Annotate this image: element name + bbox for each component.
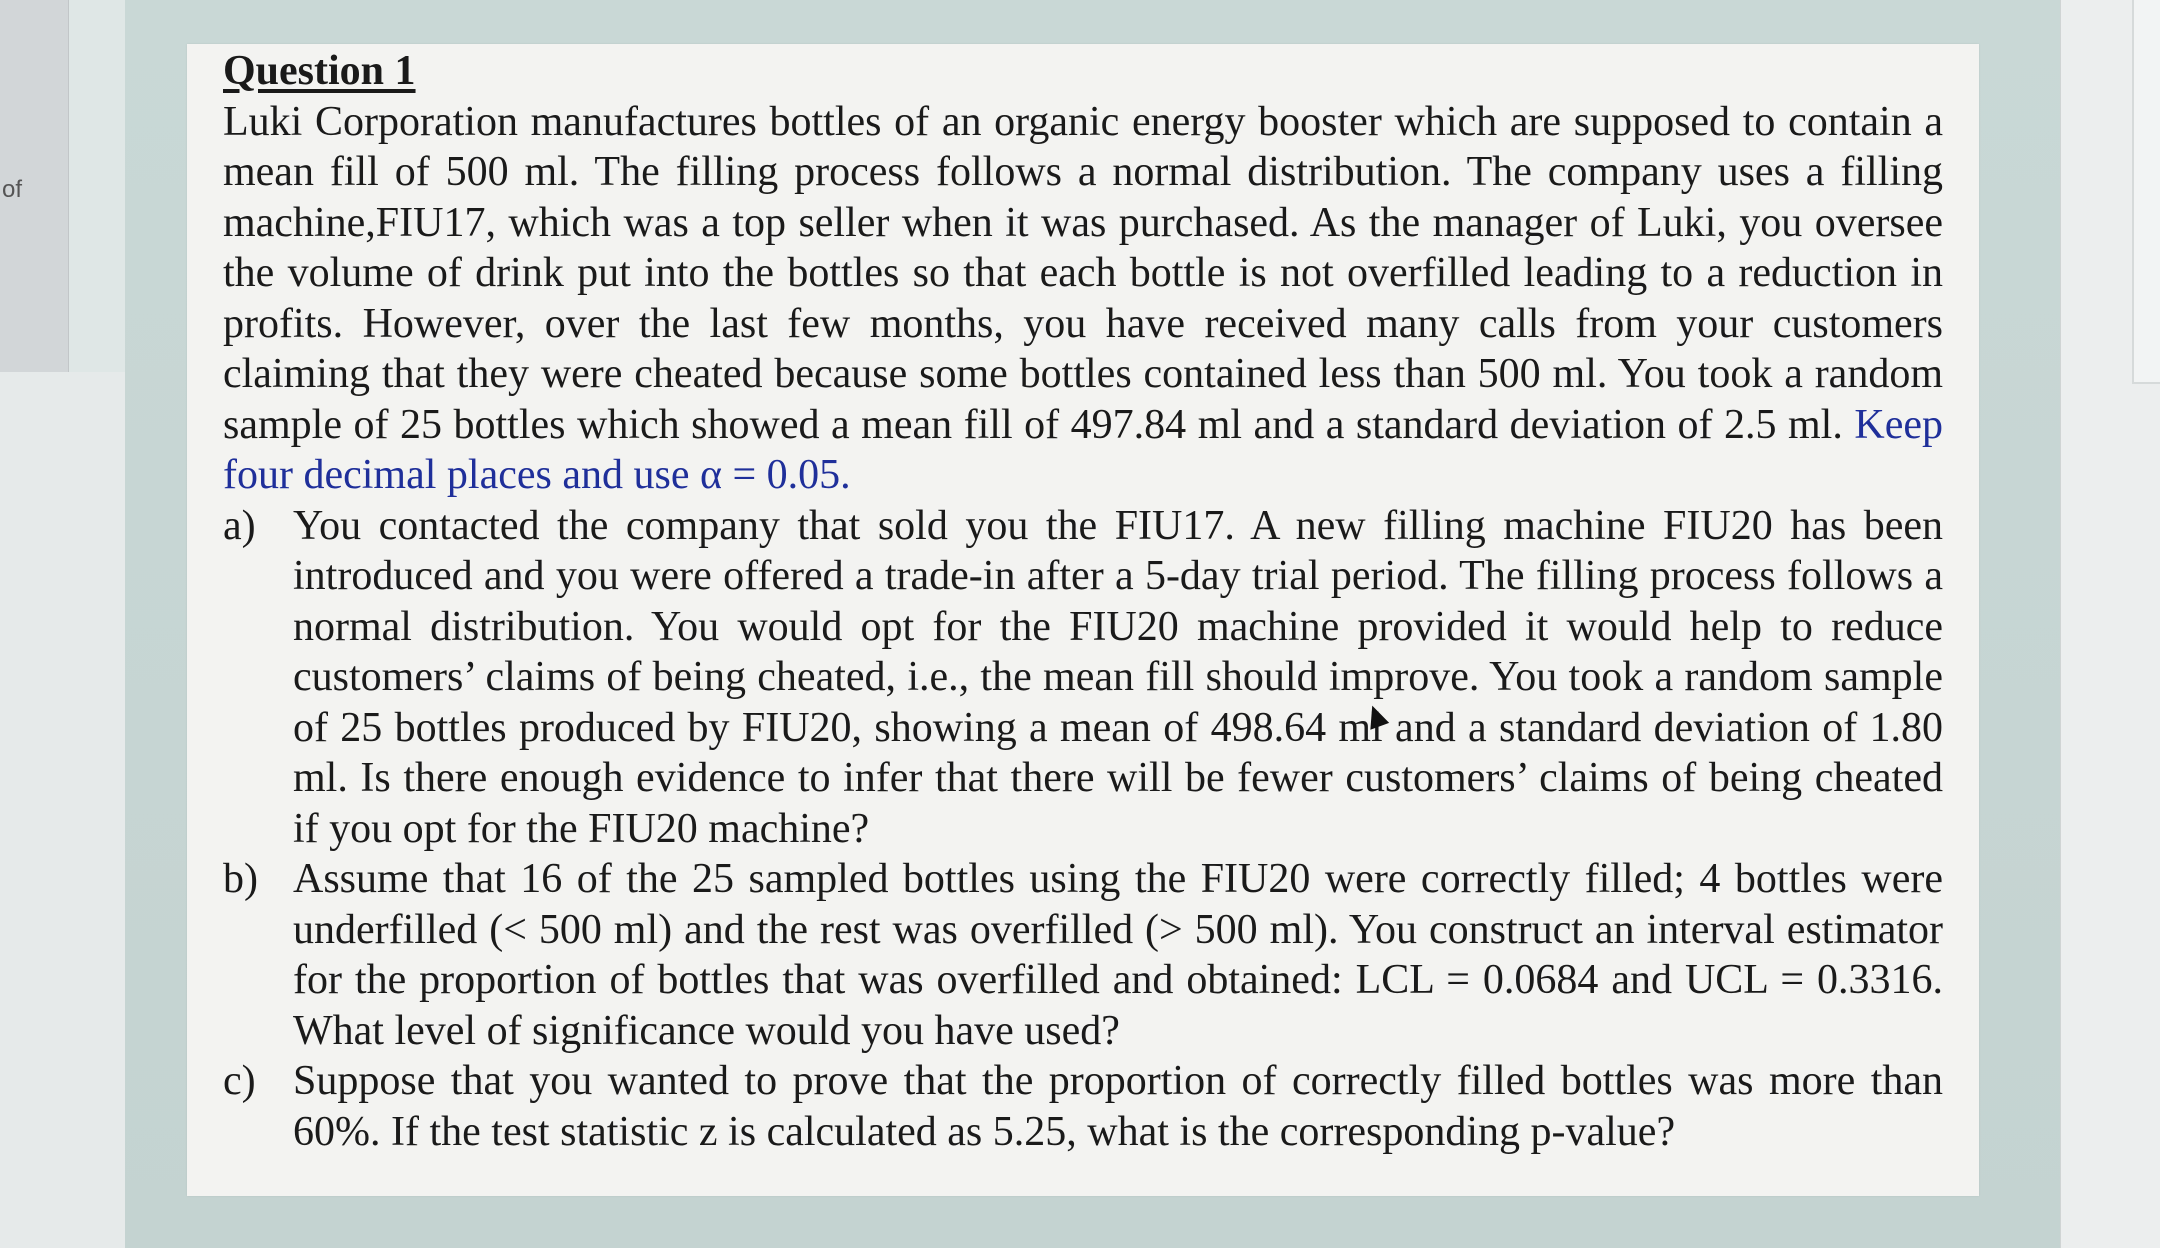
question-intro [223, 97, 1943, 501]
part-a [223, 501, 1943, 855]
part-c [223, 1056, 1943, 1157]
question-body [223, 44, 1943, 1157]
question-title: Question 1 [223, 48, 416, 94]
scrollbar[interactable] [2132, 0, 2160, 384]
question-card [187, 44, 1979, 1196]
page-counter-label: of [2, 176, 23, 203]
part-c-label: c) [223, 1058, 256, 1104]
part-b-label: b) [223, 856, 258, 902]
part-b-text: Assume that 16 of the 25 sampled bottles using the FIU20 were correctly filled; 4 bottles were underfilled (< 500 ml) and the rest was overfilled (> 500 ml). You construct an interval estimator for the proportion of bottles that was overfilled and obtained: LCL = 0.0684 and UCL = 0.3316. What level of significance would you have used? [293, 856, 1943, 1054]
part-b [223, 854, 1943, 1056]
part-a-label: a) [223, 502, 256, 549]
instruction-text: Keep four decimal places and use α = 0.05. [223, 401, 1943, 498]
left-strip [0, 372, 125, 1248]
part-a-text: You contacted the company that sold you the FIU17. A new filling machine FIU20 has been introduced and you were offered a trade-in after a 5-day trial period. The filling process follows a normal distribution. You would opt for the FIU20 machine provided it would help to reduce customers’ claims of being cheated, i.e., the mean fill should improve. You took a random sample of 25 bottles produced by FIU20, showing a mean of 498.64 ml and a standard deviation of 1.80 ml. Is there enough evidence to infer that there will be fewer customers’ claims of being cheated if you opt for the FIU20 machine? [293, 502, 1943, 852]
intro-text: Luki Corporation manufactures bottles of an organic energy booster which are supposed to contain a mean fill of 500 ml. The filling process follows a normal distribution. The company uses a filling machine,FIU17, which was a top seller when it was purchased. As the manager of Luki, you oversee the volume of drink put into the bottles so that each bottle is not overfilled leading to a reduction in profits. However, over the last few months, you have received many calls from your customers claiming that they were cheated because some bottles contained less than 500 ml. You took a random sample of 25 bottles which showed a mean fill of 497.84 ml and a standard deviation of 2.5 ml. [223, 98, 1943, 448]
part-c-text: Suppose that you wanted to prove that the proportion of correctly filled bottles was more than 60%. If the test statistic z is calculated as 5.25, what is the corresponding p-value? [293, 1058, 1943, 1155]
left-panel [0, 0, 69, 372]
